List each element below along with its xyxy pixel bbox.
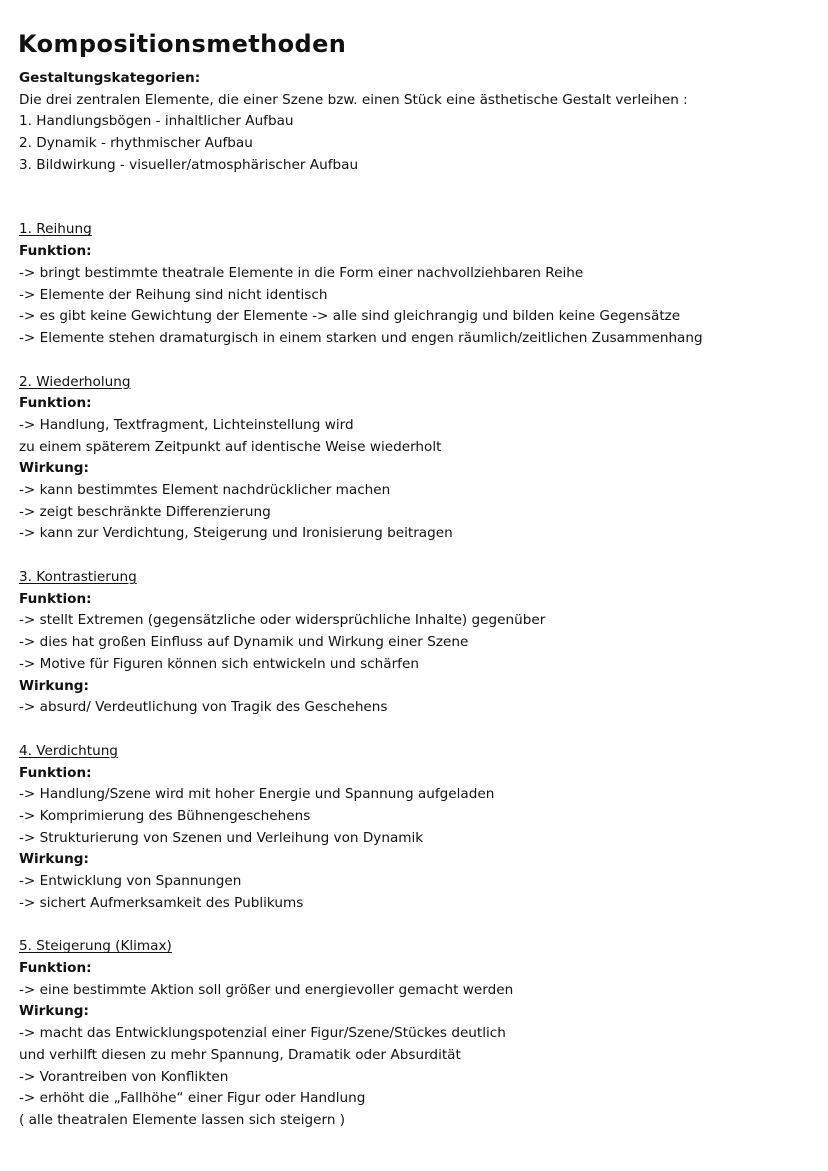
effect-label: Wirkung:	[19, 1003, 89, 1020]
function-line: zu einem späterem Zeitpunkt auf identische Weise wiederholt	[19, 438, 442, 455]
section-spacer	[19, 719, 809, 741]
effect-line: -> erhöht die „Fallhöhe“ einer Figur oder Handlung	[19, 1090, 366, 1107]
function-line: -> dies hat großen Einfluss auf Dynamik und Wirkung einer Szene	[19, 634, 469, 651]
intro-line: 3. Bildwirkung - visueller/atmosphärischer Aufbau	[19, 156, 359, 173]
function-line: -> bringt bestimmte theatrale Elemente in die Form einer nachvollziehbaren Reihe	[19, 264, 584, 281]
section-title: 1. Reihung	[19, 221, 92, 238]
section-spacer	[19, 545, 809, 567]
intro-section	[19, 68, 809, 176]
effect-label: Wirkung:	[19, 460, 89, 477]
effect-line: -> absurd/ Verdeutlichung von Tragik des Geschehens	[19, 699, 388, 716]
effect-line: und verhilft diesen zu mehr Spannung, Dramatik oder Absurdität	[19, 1046, 461, 1063]
function-line: -> Handlung, Textfragment, Lichteinstellung wird	[19, 416, 354, 433]
section-title: 5. Steigerung (Klimax)	[19, 938, 172, 955]
function-line: -> Komprimierung des Bühnengeschehens	[19, 807, 311, 824]
function-label: Funktion:	[19, 395, 92, 412]
effect-label: Wirkung:	[19, 851, 89, 868]
section-title: 2. Wiederholung	[19, 373, 131, 390]
section-title: 3. Kontrastierung	[19, 569, 137, 586]
page-title: Kompositionsmethoden	[18, 30, 347, 59]
intro-line: Die drei zentralen Elemente, die einer Szene bzw. einen Stück eine ästhetische Gestalt verleihen :	[19, 91, 688, 108]
function-line: -> Elemente stehen dramaturgisch in einem starken und engen räumlich/zeitlichen Zusammenhang	[19, 329, 703, 346]
effect-line: -> Vorantreiben von Konflikten	[19, 1068, 229, 1085]
effect-line: -> Entwicklung von Spannungen	[19, 873, 242, 889]
function-line: -> es gibt keine Gewichtung der Elemente -> alle sind gleichrangig und bilden keine Gegensätze	[19, 308, 681, 325]
effect-label: Wirkung:	[19, 677, 89, 694]
function-line: -> Elemente der Reihung sind nicht identisch	[19, 286, 328, 303]
section-spacer	[19, 176, 809, 219]
function-line: -> eine bestimmte Aktion soll größer und energievoller gemacht werden	[19, 981, 514, 998]
document-content	[19, 68, 809, 1132]
function-line: -> stellt Extremen (gegensätzliche oder widersprüchliche Inhalte) gegenüber	[19, 612, 546, 629]
effect-line: -> kann zur Verdichtung, Steigerung und Ironisierung beitragen	[19, 525, 453, 542]
function-line: -> Strukturierung von Szenen und Verleihung von Dynamik	[19, 829, 424, 846]
section-reihung	[19, 219, 809, 349]
function-label: Funktion:	[19, 960, 92, 977]
effect-line: ( alle theatralen Elemente lassen sich steigern )	[19, 1111, 346, 1128]
function-label: Funktion:	[19, 243, 92, 260]
effect-line: -> kann bestimmtes Element nachdrücklicher machen	[19, 482, 391, 498]
section-spacer	[19, 350, 809, 372]
section-kontrastierung	[19, 567, 809, 719]
intro-line: 2. Dynamik - rhythmischer Aufbau	[19, 135, 253, 152]
section-steigerung	[19, 936, 809, 1131]
intro-heading: Gestaltungskategorien:	[19, 70, 201, 86]
section-spacer	[19, 914, 809, 936]
intro-line: 1. Handlungsbögen - inhaltlicher Aufbau	[19, 113, 294, 130]
function-line: -> Motive für Figuren können sich entwickeln und schärfen	[19, 655, 419, 672]
section-title: 4. Verdichtung	[19, 742, 118, 759]
effect-line: -> sichert Aufmerksamkeit des Publikums	[19, 894, 304, 911]
effect-line: -> zeigt beschränkte Differenzierung	[19, 503, 271, 520]
function-label: Funktion:	[19, 590, 92, 607]
section-wiederholung	[19, 372, 809, 546]
section-verdichtung	[19, 741, 809, 915]
function-label: Funktion:	[19, 764, 92, 781]
function-line: -> Handlung/Szene wird mit hoher Energie und Spannung aufgeladen	[19, 786, 495, 803]
effect-line: -> macht das Entwicklungspotenzial einer Figur/Szene/Stückes deutlich	[19, 1025, 506, 1042]
